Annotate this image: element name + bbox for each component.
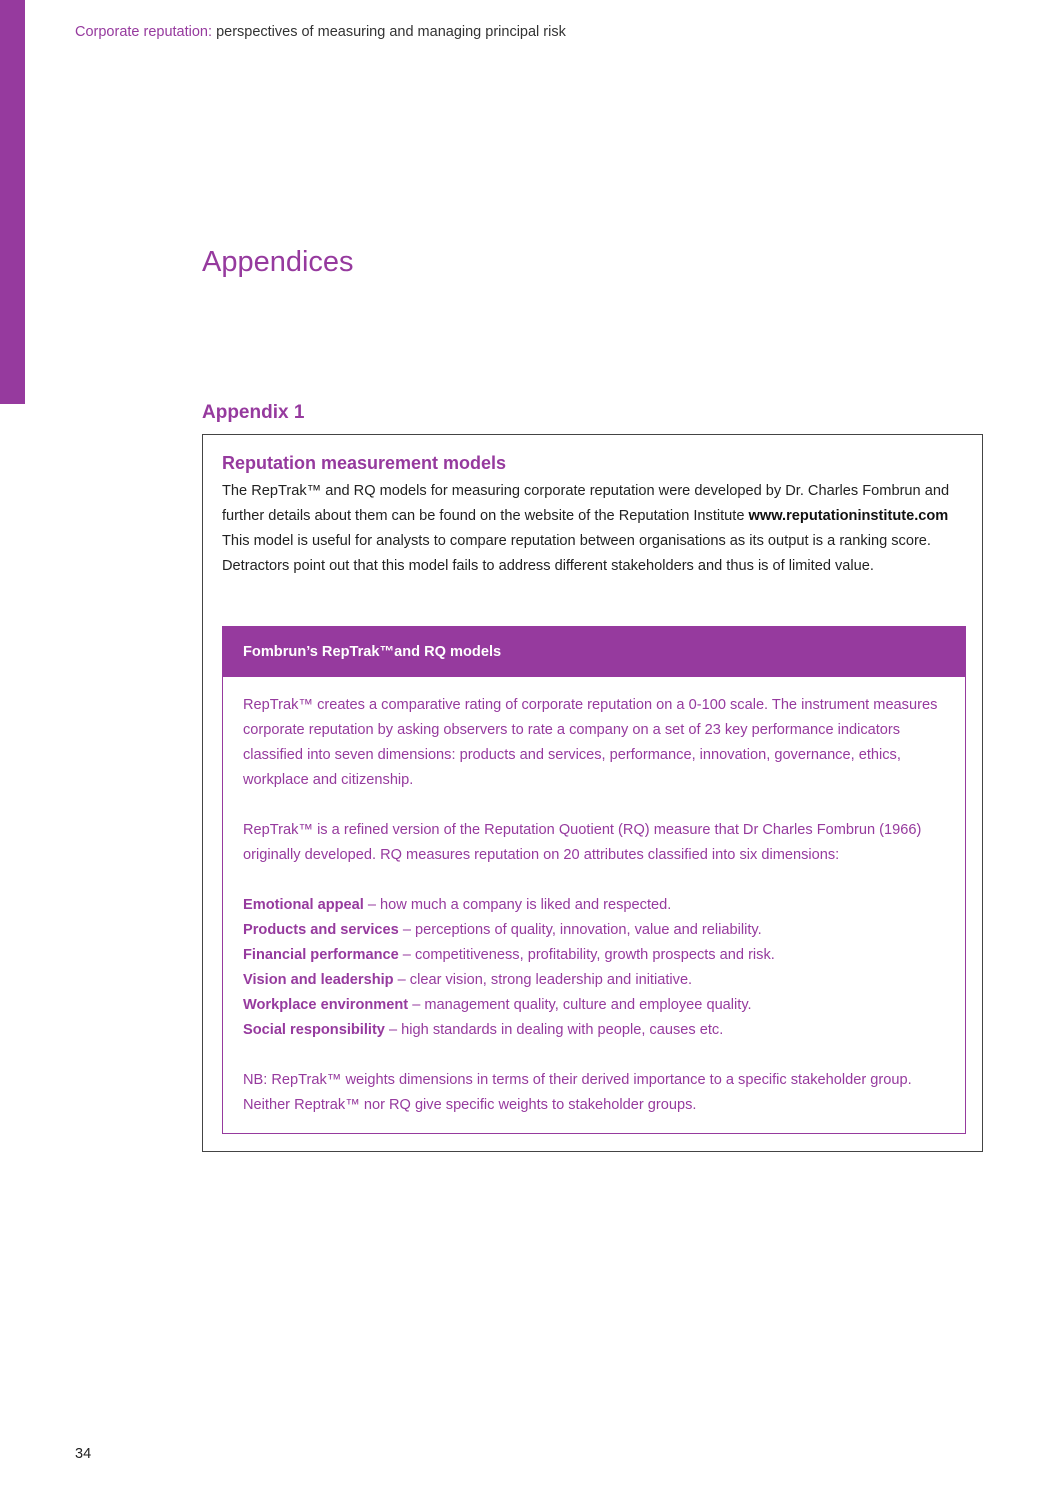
running-header (75, 24, 566, 40)
dimension-item (243, 968, 945, 993)
dimensions-list (243, 893, 945, 1043)
reputation-institute-link: www.reputationinstitute.com (748, 508, 949, 524)
dimension-term: Vision and leadership (243, 972, 394, 988)
side-accent-bar (0, 0, 25, 404)
dimension-desc: – management quality, culture and employee quality. (412, 997, 752, 1013)
models-panel-body (223, 677, 965, 1118)
models-panel-header: Fombrun’s RepTrak™and RQ models (223, 627, 965, 677)
dimension-desc: – how much a company is liked and respected. (367, 897, 672, 913)
running-header-accent: Corporate reputation: (75, 24, 213, 40)
appendix-label: Appendix 1 (202, 402, 305, 423)
weights-note: NB: RepTrak™ weights dimensions in terms of their derived importance to a specific stakeholder group. Neither Reptrak™ nor RQ give specific weights to stakeholder groups. (243, 1072, 912, 1113)
dimension-desc: – perceptions of quality, innovation, value and reliability. (402, 922, 762, 938)
dimension-desc: – clear vision, strong leadership and initiative. (397, 972, 693, 988)
intro-text-after-link: This model is useful for analysts to compare reputation between organisations as its output is a ranking score. Detractors point out that this model fails to address different stakeholders and thus is of limited value. (222, 533, 931, 574)
appendix-box (202, 434, 983, 1152)
running-header-text: perspectives of measuring and managing principal risk (216, 24, 566, 40)
intro-paragraph (222, 479, 967, 579)
reptrak-description: RepTrak™ creates a comparative rating of corporate reputation on a 0-100 scale. The instrument measures corporate reputation by asking observers to rate a company on a set of 23 key performance indicators classified into seven dimensions: products and services, performance, innovation, governance, ethics, workplace and citizenship. (243, 697, 938, 788)
dimension-item (243, 993, 945, 1018)
page-title: Appendices (202, 246, 354, 278)
dimension-item (243, 893, 945, 918)
dimension-desc: – competitiveness, profitability, growth prospects and risk. (402, 947, 775, 963)
dimension-term: Products and services (243, 922, 399, 938)
dimension-term: Social responsibility (243, 1022, 385, 1038)
rq-description: RepTrak™ is a refined version of the Reputation Quotient (RQ) measure that Dr Charles Fombrun (1966) originally developed. RQ measures reputation on 20 attributes classified into six dimensions: (243, 822, 922, 863)
dimension-term: Financial performance (243, 947, 399, 963)
models-panel (222, 626, 966, 1134)
dimension-term: Emotional appeal (243, 897, 364, 913)
dimension-item (243, 943, 945, 968)
dimension-term: Workplace environment (243, 997, 409, 1013)
intro-text-before-link: The RepTrak™ and RQ models for measuring corporate reputation were developed by Dr. Charles Fombrun and further details about them can be found on the website of the Reputation Institute (222, 483, 950, 524)
page-number: 34 (75, 1446, 92, 1462)
dimension-item (243, 1018, 945, 1043)
box-heading: Reputation measurement models (222, 453, 507, 473)
dimension-desc: – high standards in dealing with people, causes etc. (389, 1022, 724, 1038)
dimension-item (243, 918, 945, 943)
